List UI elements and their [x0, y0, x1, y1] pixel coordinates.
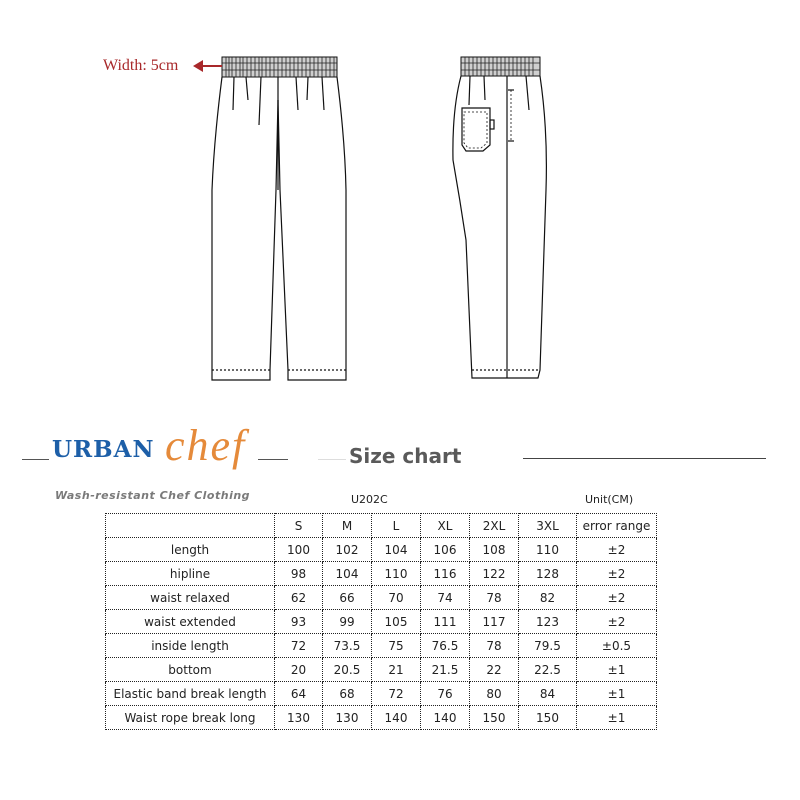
- cell-2xl: 108: [470, 538, 519, 562]
- width-arrow-icon: [193, 60, 222, 72]
- cell-l: 110: [372, 562, 421, 586]
- row-label: inside length: [106, 634, 275, 658]
- cell-xl: 111: [421, 610, 470, 634]
- cell-3xl: 22.5: [519, 658, 577, 682]
- cell-l: 105: [372, 610, 421, 634]
- table-header-row: [106, 514, 657, 538]
- table-row: [106, 586, 657, 610]
- pants-side-view-illustration: [453, 57, 547, 378]
- cell-error: ±2: [577, 538, 657, 562]
- cell-s: 62: [275, 586, 323, 610]
- cell-xl: 21.5: [421, 658, 470, 682]
- row-label: waist extended: [106, 610, 275, 634]
- brand-logo-urban: URBAN: [52, 436, 155, 463]
- cell-xl: 76.5: [421, 634, 470, 658]
- cell-3xl: 79.5: [519, 634, 577, 658]
- header-cell-m: M: [323, 514, 372, 538]
- cell-3xl: 123: [519, 610, 577, 634]
- cell-2xl: 22: [470, 658, 519, 682]
- cell-error: ±1: [577, 682, 657, 706]
- brand-logo-chef: chef: [165, 421, 247, 470]
- brand-divider-fade: [318, 459, 346, 460]
- cell-2xl: 150: [470, 706, 519, 730]
- table-row: [106, 658, 657, 682]
- row-label: waist relaxed: [106, 586, 275, 610]
- header-cell-error-range: error range: [577, 514, 657, 538]
- cell-2xl: 80: [470, 682, 519, 706]
- cell-error: ±2: [577, 586, 657, 610]
- cell-m: 104: [323, 562, 372, 586]
- cell-m: 68: [323, 682, 372, 706]
- cell-s: 98: [275, 562, 323, 586]
- table-row: [106, 706, 657, 730]
- cell-l: 70: [372, 586, 421, 610]
- cell-l: 75: [372, 634, 421, 658]
- cell-xl: 106: [421, 538, 470, 562]
- cell-3xl: 84: [519, 682, 577, 706]
- row-label: bottom: [106, 658, 275, 682]
- brand-divider-left: [22, 459, 49, 460]
- header-cell-xl: XL: [421, 514, 470, 538]
- row-label: length: [106, 538, 275, 562]
- brand-tagline: Wash-resistant Chef Clothing: [55, 489, 251, 502]
- cell-error: ±1: [577, 658, 657, 682]
- size-chart-title: Size chart: [349, 444, 462, 468]
- cell-l: 140: [372, 706, 421, 730]
- row-label: Waist rope break long: [106, 706, 275, 730]
- cell-l: 21: [372, 658, 421, 682]
- cell-s: 20: [275, 658, 323, 682]
- table-row: [106, 682, 657, 706]
- waistband-width-label: Width: 5cm: [103, 57, 179, 74]
- cell-3xl: 110: [519, 538, 577, 562]
- brand-divider-mid: [258, 459, 288, 460]
- title-divider-right: [523, 458, 766, 459]
- size-chart-table: [105, 513, 657, 730]
- header-cell-s: S: [275, 514, 323, 538]
- cell-xl: 74: [421, 586, 470, 610]
- cell-s: 72: [275, 634, 323, 658]
- cell-2xl: 117: [470, 610, 519, 634]
- table-row: [106, 634, 657, 658]
- cell-s: 100: [275, 538, 323, 562]
- cell-m: 102: [323, 538, 372, 562]
- cell-2xl: 78: [470, 634, 519, 658]
- cell-xl: 140: [421, 706, 470, 730]
- model-number: U202C: [351, 493, 388, 506]
- header-cell-l: L: [372, 514, 421, 538]
- cell-m: 130: [323, 706, 372, 730]
- cell-m: 99: [323, 610, 372, 634]
- cell-xl: 116: [421, 562, 470, 586]
- cell-xl: 76: [421, 682, 470, 706]
- cell-m: 66: [323, 586, 372, 610]
- table-row: [106, 538, 657, 562]
- cell-2xl: 122: [470, 562, 519, 586]
- cell-m: 73.5: [323, 634, 372, 658]
- cell-3xl: 82: [519, 586, 577, 610]
- cell-error: ±2: [577, 610, 657, 634]
- header-cell-empty: [106, 514, 275, 538]
- cell-3xl: 150: [519, 706, 577, 730]
- table-row: [106, 610, 657, 634]
- cell-s: 93: [275, 610, 323, 634]
- cell-error: ±0.5: [577, 634, 657, 658]
- cell-error: ±2: [577, 562, 657, 586]
- cell-error: ±1: [577, 706, 657, 730]
- cell-l: 104: [372, 538, 421, 562]
- cell-3xl: 128: [519, 562, 577, 586]
- waistband-front: [222, 57, 337, 77]
- pants-front-outline: [212, 77, 346, 380]
- row-label: Elastic band break length: [106, 682, 275, 706]
- cell-m: 20.5: [323, 658, 372, 682]
- cell-2xl: 78: [470, 586, 519, 610]
- cell-s: 130: [275, 706, 323, 730]
- row-label: hipline: [106, 562, 275, 586]
- header-cell-2xl: 2XL: [470, 514, 519, 538]
- cell-l: 72: [372, 682, 421, 706]
- table-row: [106, 562, 657, 586]
- unit-label: Unit(CM): [585, 493, 634, 506]
- cell-s: 64: [275, 682, 323, 706]
- header-cell-3xl: 3XL: [519, 514, 577, 538]
